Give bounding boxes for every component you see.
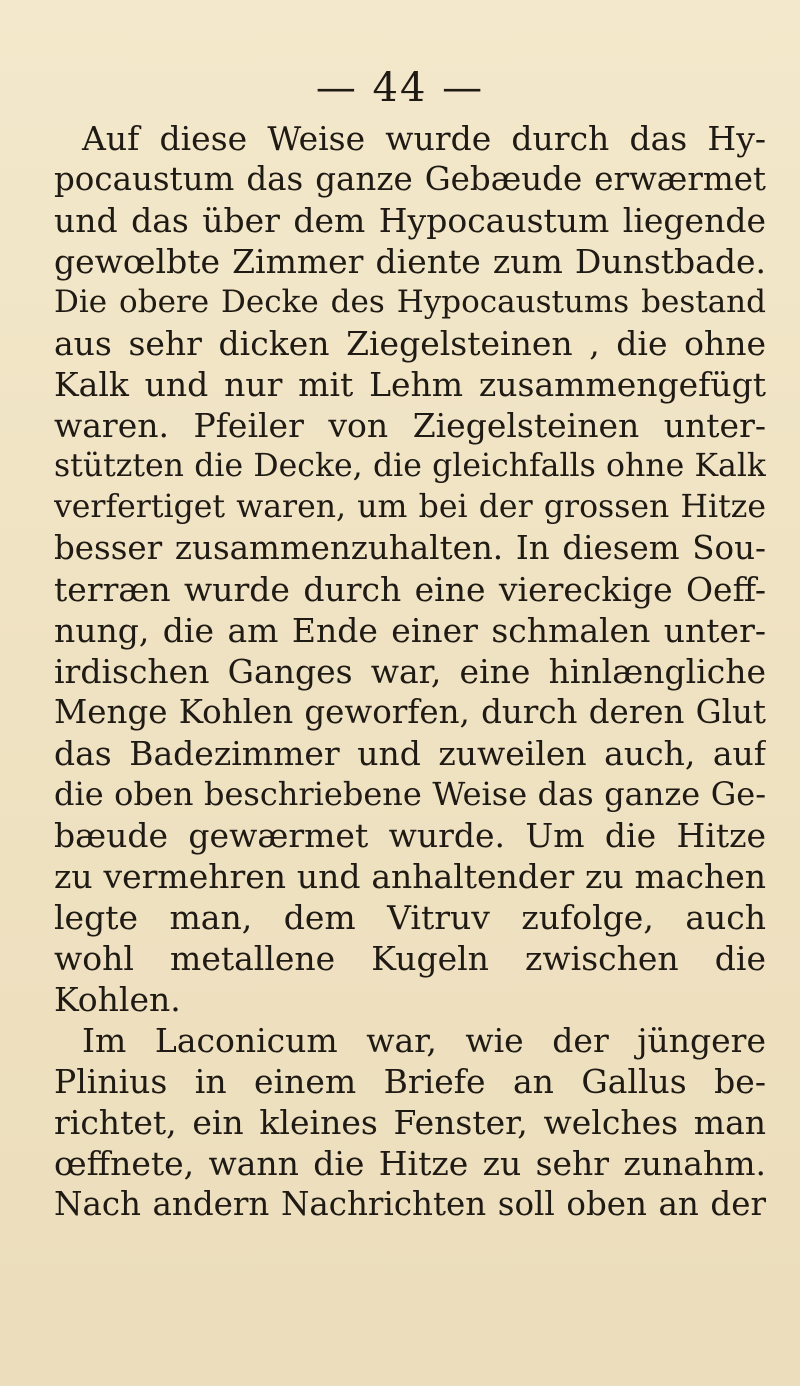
text-line: das Badezimmer und zuweilen auch, auf — [54, 734, 766, 773]
text-line: Menge Kohlen geworfen, durch deren Glut — [54, 693, 766, 731]
text-line: pocaustum das ganze Gebæude erwærmet — [54, 160, 766, 198]
text-line: Kohlen. — [54, 980, 181, 1019]
text-line: die oben beschriebene Weise das ganze Ge- — [54, 775, 766, 813]
body-text — [54, 118, 766, 1225]
text-line: Kalk und nur mit Lehm zusammengefügt — [54, 365, 766, 404]
text-line: stützten die Decke, die gleichfalls ohne Kalk — [54, 448, 766, 484]
text-line: nung, die am Ende einer schmalen unter- — [54, 611, 766, 650]
text-line: Die obere Decke des Hypocaustums bestand — [54, 284, 766, 320]
text-line: zu vermehren und anhaltender zu machen — [54, 857, 766, 896]
page-number: — 44 — — [315, 65, 485, 111]
text-line: und das über dem Hypocaustum liegende — [54, 201, 766, 240]
text-line: Plinius in einem Briefe an Gallus be- — [54, 1062, 766, 1101]
text-line: besser zusammenzuhalten. In diesem Sou- — [54, 529, 766, 567]
text-line: aus sehr dicken Ziegelsteinen , die ohne — [54, 324, 766, 363]
text-line: gewœlbte Zimmer diente zum Dunstbade. — [54, 242, 766, 281]
text-line: legte man, dem Vitruv zufolge, auch — [54, 898, 766, 937]
text-line: irdischen Ganges war, eine hinlængliche — [54, 652, 766, 691]
text-line: verfertiget waren, um bei der grossen Hitze — [54, 489, 766, 525]
text-line: Auf diese Weise wurde durch das Hy- — [82, 119, 766, 158]
text-line: richtet, ein kleines Fenster, welches man — [54, 1103, 766, 1142]
text-line: terræn wurde durch eine viereckige Oeff- — [54, 570, 766, 609]
text-line: œffnete, wann die Hitze zu sehr zunahm. — [54, 1144, 766, 1183]
text-line: waren. Pfeiler von Ziegelsteinen unter- — [54, 406, 766, 445]
text-line: Nach andern Nachrichten soll oben an der — [54, 1185, 766, 1223]
text-line: Im Laconicum war, wie der jüngere — [82, 1021, 766, 1060]
text-line: wohl metallene Kugeln zwischen die — [54, 939, 766, 978]
text-line: bæude gewærmet wurde. Um die Hitze — [54, 816, 766, 855]
